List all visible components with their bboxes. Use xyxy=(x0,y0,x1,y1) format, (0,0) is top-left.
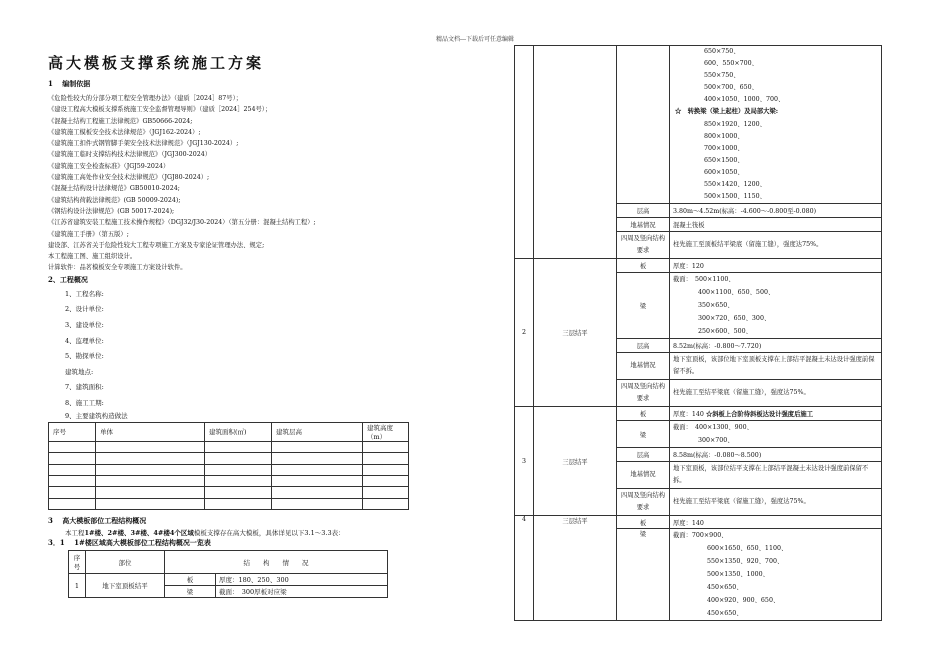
project-info-item: 1、工程名称: xyxy=(65,289,104,298)
floor-height-value: 3.80m～4.52m(标高：-4.600～-0.800至-0.080) xyxy=(670,204,882,218)
right-page xyxy=(514,45,882,621)
row-seq: 1 xyxy=(69,574,86,598)
slab-value: 厚度：140 xyxy=(670,516,882,529)
beam-value: 截面： 300厚板对应梁 xyxy=(216,586,388,598)
beam-size: 700×1000、 xyxy=(704,144,744,152)
floor-height-label: 层高 xyxy=(617,339,670,353)
slab-thickness: 厚度：140 xyxy=(673,411,704,419)
beam-size: 600×1050、 xyxy=(704,168,744,176)
foundation-value: 地下室顶板，该部位地下室顶板支撑在上部结平混凝土未达设计强度前保留不拆。 xyxy=(670,353,882,380)
reference-item: 计算软件：品茗模板安全专项施工方案设计软件。 xyxy=(48,264,187,272)
beam-size: 300×700、 xyxy=(698,437,734,445)
beam-size: 400×1100、650、500、 xyxy=(698,289,775,297)
beam-size: 截面： 500×1100、 xyxy=(673,276,735,284)
reference-item: 《建筑施工高处作业安全技术法律规范》（JGJ80-2024）; xyxy=(48,174,210,182)
reference-item: 《建筑施工扣件式钢管脚手架安全技术法律规范》（JGJ130-2024）; xyxy=(48,140,239,148)
table-row xyxy=(49,476,409,487)
beam-size: 850×1920、1200、 xyxy=(704,120,766,128)
table-row xyxy=(49,464,409,475)
slab-value xyxy=(670,407,882,421)
beam-size: 500×1500、1150、 xyxy=(704,193,766,201)
col-header-struct: 结 构 情 况 xyxy=(165,551,388,574)
beam-size: 500×700、650、 xyxy=(704,84,758,92)
reference-item: 《建筑施工模板安全技术法律规范》（JGJ162-2024）; xyxy=(48,128,201,136)
slab-value: 厚度：120 xyxy=(670,259,882,273)
foundation-label: 地基情况 xyxy=(617,353,670,380)
reference-item: 《危险性较大的分部分项工程安全管理办法》（建质［2024］87号）； xyxy=(48,95,243,102)
beam-list xyxy=(670,421,882,448)
subsection-3-1-heading: 3．1 1#楼区域高大模板部位工程结构概况一览表 xyxy=(48,538,211,548)
beam-label: 梁 xyxy=(617,273,670,339)
table-row xyxy=(515,259,882,273)
floor-height-label: 层高 xyxy=(617,204,670,218)
intro-text: 本工程 xyxy=(65,529,85,538)
col-header: 序号 xyxy=(49,422,96,441)
beam-size: 550×1350、920、700、 xyxy=(707,558,784,566)
requirement-label: 四周及竖向结构要求 xyxy=(617,232,670,259)
row-part: 地下室顶板结平 xyxy=(86,574,165,598)
beam-label: 梁 xyxy=(617,529,670,621)
table-row xyxy=(49,487,409,498)
floor-height-value: 8.52m(标高：-0.800～7.720) xyxy=(670,339,882,353)
beam-size: 600、550×700、 xyxy=(704,60,758,68)
left-page xyxy=(48,52,443,598)
col-header: 单体 xyxy=(96,422,205,441)
requirement-label: 四周及竖向结构要求 xyxy=(617,489,670,516)
beam-list xyxy=(670,273,882,339)
table-row xyxy=(49,498,409,509)
slab-note: ☆斜板上合阶待斜板达设计强度后施工 xyxy=(705,411,813,419)
beam-size: 250×600、500、 xyxy=(698,328,752,336)
structure-table-1 xyxy=(68,550,388,598)
reference-item: 《建筑施工安全检查标准》（JGJ59-2024） xyxy=(48,162,170,170)
beam-size: 450×650、 xyxy=(707,584,743,592)
foundation-label: 地基情况 xyxy=(617,218,670,232)
beam-size: 550×750、 xyxy=(704,72,740,80)
section-3-heading: 3 高大模板部位工程结构概况 xyxy=(48,516,147,526)
foundation-value: 混凝土筏板 xyxy=(670,218,882,232)
document-title: 高大模板支撑系统施工方案 xyxy=(48,54,265,72)
reference-item: 《江苏省建筑安装工程施工技术操作规程》（DGJ32/J30-2024）（第五分册：混凝土结构工程）; xyxy=(48,219,316,227)
project-info-item: 8、施工工期: xyxy=(65,398,104,407)
row-part: 三层结平 xyxy=(534,516,617,621)
foundation-label: 地基情况 xyxy=(617,462,670,489)
reference-item: 《混凝土结构工程施工法律规范》GB50666-2024; xyxy=(48,117,193,125)
project-info-item: 2、设计单位: xyxy=(65,305,104,314)
requirement-value: 柱先施工至顶板结平梁底（留施工缝），强度达75%。 xyxy=(670,232,882,259)
beam-size: 截面： 400×1300、900、 xyxy=(673,424,753,432)
row-seq: 3 xyxy=(515,407,534,516)
floor-height-label: 层高 xyxy=(617,448,670,462)
beam-size: 650×1500、 xyxy=(704,156,744,164)
requirement-label: 四周及竖向结构要求 xyxy=(617,380,670,407)
slab-label: 板 xyxy=(617,407,670,421)
table-row xyxy=(515,516,882,529)
reference-list xyxy=(48,93,443,274)
beam-list xyxy=(670,46,882,204)
beam-size: 800×1000、 xyxy=(704,132,744,140)
section-1-heading: 1 编制依据 xyxy=(48,79,91,88)
row-seq: 4 xyxy=(515,516,534,621)
reference-item: 本工程施工图、施工组织设计。 xyxy=(48,253,137,261)
table-row xyxy=(515,46,882,204)
section-2-heading: 2、工程概况 xyxy=(48,274,88,284)
beam-size: 450×650、 xyxy=(707,610,743,618)
slab-value: 厚度：180、250、300 xyxy=(216,574,388,586)
table-header-row xyxy=(69,551,388,574)
slab-label: 板 xyxy=(617,259,670,273)
floor-height-value: 8.58m(标高：-0.080～8.500) xyxy=(670,448,882,462)
beam-list xyxy=(670,529,882,621)
requirement-value: 柱先施工至结平梁底（留施工缝），强度达75%。 xyxy=(670,489,882,516)
col-header: 建筑面积(㎡) xyxy=(205,422,272,441)
beam-size: 650×750、 xyxy=(704,48,740,55)
row-part: 三层结平 xyxy=(534,407,617,516)
col-header: 建筑高度（m） xyxy=(363,422,409,441)
beam-size: 350×650、 xyxy=(698,302,734,310)
reference-item: 《建筑结构荷载法律规范》(GB 50009-2024); xyxy=(48,196,181,204)
table-header-row xyxy=(49,422,409,441)
project-info-item: 4、监理单位: xyxy=(65,336,104,345)
project-info-item: 建筑地点: xyxy=(65,367,94,376)
table-row xyxy=(49,441,409,452)
reference-item: 《钢结构设计法律规范》(GB 50017-2024); xyxy=(48,207,175,215)
reference-item: 《建筑施工手册》（第五版）; xyxy=(48,230,129,238)
row-seq: 2 xyxy=(515,259,534,407)
intro-text: 模板支撑存在高大模板，具体详见以下3.1～3.3表： xyxy=(193,529,345,538)
beam-size: 300×720、650、300、 xyxy=(698,315,771,323)
project-info-item: 3、建设单位: xyxy=(65,320,104,329)
col-header-part: 部位 xyxy=(86,551,165,574)
table-row xyxy=(69,574,388,586)
col-header-seq: 序号 xyxy=(69,551,86,574)
beam-label: 梁 xyxy=(617,421,670,448)
beam-size: 400×1050、1000、700、 xyxy=(704,96,785,104)
foundation-value: 地下室顶板，该部位结平支撑在上部结平混凝土未达设计强度前保留不拆。 xyxy=(670,462,882,489)
beam-size: 550×1420、1200、 xyxy=(704,181,766,189)
project-info-item: 7、建筑面积: xyxy=(65,383,104,392)
construction-heading: 9、主要建筑构造做法 xyxy=(65,411,128,420)
beam-size: 400×920、900、650、 xyxy=(707,597,780,605)
slab-label: 板 xyxy=(617,516,670,529)
table-row xyxy=(515,407,882,421)
slab-label: 板 xyxy=(165,574,216,586)
project-info-item: 5、勘探单位: xyxy=(65,352,104,361)
col-header: 建筑层高 xyxy=(272,422,363,441)
structure-table-cont xyxy=(514,45,882,621)
reference-item: 建设部、江苏省关于危险性较大工程专项施工方案及专家论证管理办法、规定; xyxy=(48,241,265,249)
table-row xyxy=(49,453,409,464)
section-3-intro xyxy=(48,528,443,537)
reference-item: 《混凝土结构设计法律规范》GB50010-2024; xyxy=(48,185,180,193)
beam-label: 梁 xyxy=(165,586,216,598)
beam-size: 截面：700×900、 xyxy=(673,532,728,540)
intro-bold: 1#楼、2#楼、3#楼、4#楼4个区域 xyxy=(84,529,194,538)
transfer-beam-note: ☆ 转换梁（梁上起柱）及局部大梁: xyxy=(675,108,779,116)
project-info-list xyxy=(48,289,443,410)
reference-item: 《建筑施工临时支撑结构技术法律规范》（JGJ300-2024） xyxy=(48,151,212,159)
beam-size: 500×1350、1000、 xyxy=(707,571,769,579)
requirement-value: 柱先施工至结平梁底（留施工缝），强度达75%。 xyxy=(670,380,882,407)
page-header: 精品文档---下载后可任意编辑 xyxy=(435,36,515,43)
building-table xyxy=(48,422,409,510)
row-part: 三层结平 xyxy=(534,259,617,407)
reference-item: 《建设工程高大模板支撑系统施工安全监督管理导则》（建质［2024］254号）； xyxy=(48,106,272,114)
beam-size: 600×1650、650、1100、 xyxy=(707,545,788,553)
